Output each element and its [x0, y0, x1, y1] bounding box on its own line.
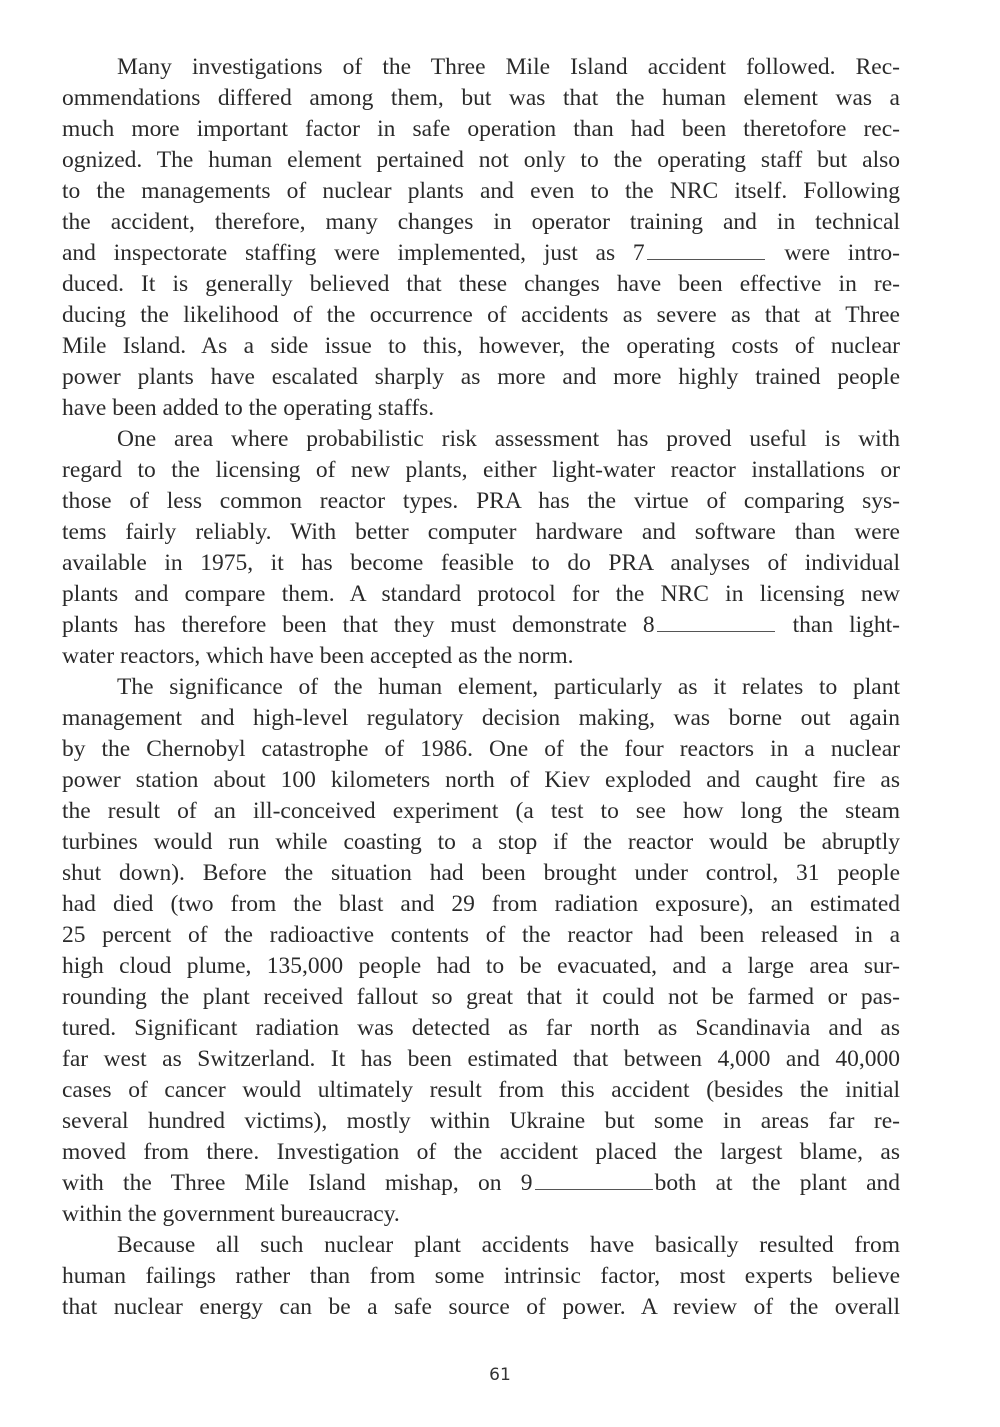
text-line-with-blank-8	[62, 610, 900, 641]
text-line: water reactors, which have been accepted as the norm.	[62, 643, 574, 669]
text-line: ognized. The human element pertained not only to the operating staff but also	[62, 147, 900, 173]
text-segment: both at the plant and	[654, 1170, 900, 1196]
text-line: much more important factor in safe operation than had been theretofore rec-	[62, 116, 900, 142]
paragraph-4	[62, 1230, 900, 1323]
text-line: to the managements of nuclear plants and even to the NRC itself. Following	[62, 178, 900, 204]
text-line: far west as Switzerland. It has been estimated that between 4,000 and 40,000	[62, 1046, 900, 1072]
text-segment: were intro-	[784, 240, 900, 266]
text-line: One area where probabilistic risk assessment has proved useful is with	[117, 426, 900, 452]
paragraph-3	[62, 672, 900, 1230]
paragraph-2	[62, 424, 900, 672]
text-line-with-blank-9	[62, 1168, 900, 1199]
text-line: tured. Significant radiation was detected as far north as Scandinavia and as	[62, 1015, 900, 1041]
document-page	[62, 52, 900, 1323]
text-line: that nuclear energy can be a safe source of power. A review of the overall	[62, 1294, 900, 1320]
text-line: duced. It is generally believed that these changes have been effective in re-	[62, 271, 900, 297]
fill-in-blank-7[interactable]	[647, 239, 765, 260]
text-segment: plants has therefore been that they must demonstrate 8	[62, 612, 655, 638]
text-line: available in 1975, it has become feasible to do PRA analyses of individual	[62, 550, 900, 576]
text-line: human failings rather than from some intrinsic factor, most experts believe	[62, 1263, 900, 1289]
text-line: have been added to the operating staffs.	[62, 395, 435, 421]
text-line: within the government bureaucracy.	[62, 1201, 400, 1227]
text-line: 25 percent of the radioactive contents of the reactor had been released in a	[62, 922, 900, 948]
text-line: management and high-level regulatory decision making, was borne out again	[62, 705, 900, 731]
text-line: high cloud plume, 135,000 people had to be evacuated, and a large area sur-	[62, 953, 900, 979]
page-number: 61	[489, 1365, 511, 1385]
text-line: those of less common reactor types. PRA has the virtue of comparing sys-	[62, 488, 900, 514]
text-line: power station about 100 kilometers north of Kiev exploded and caught fire as	[62, 767, 900, 793]
text-line: shut down). Before the situation had been brought under control, 31 people	[62, 860, 900, 886]
text-line: the result of an ill-conceived experiment (a test to see how long the steam	[62, 798, 900, 824]
text-segment: than light-	[792, 612, 900, 638]
text-line: moved from there. Investigation of the accident placed the largest blame, as	[62, 1139, 900, 1165]
text-line: tems fairly reliably. With better computer hardware and software than were	[62, 519, 900, 545]
text-line: ducing the likelihood of the occurrence of accidents as severe as that at Three	[62, 302, 900, 328]
text-segment: and inspectorate staffing were implemented, just as 7	[62, 240, 645, 266]
text-line: ommendations differed among them, but was that the human element was a	[62, 85, 900, 111]
text-line: plants and compare them. A standard protocol for the NRC in licensing new	[62, 581, 900, 607]
paragraph-1	[62, 52, 900, 424]
text-line: The significance of the human element, particularly as it relates to plant	[117, 674, 900, 700]
text-line: power plants have escalated sharply as more and more highly trained people	[62, 364, 900, 390]
text-line-with-blank-7	[62, 238, 900, 269]
text-line: Many investigations of the Three Mile Island accident followed. Rec-	[117, 54, 900, 80]
text-line: Mile Island. As a side issue to this, however, the operating costs of nuclear	[62, 333, 900, 359]
text-line: turbines would run while coasting to a stop if the reactor would be abruptly	[62, 829, 900, 855]
text-line: by the Chernobyl catastrophe of 1986. One of the four reactors in a nuclear	[62, 736, 900, 762]
fill-in-blank-9[interactable]	[535, 1169, 653, 1190]
text-line: Because all such nuclear plant accidents have basically resulted from	[117, 1232, 900, 1258]
text-line: regard to the licensing of new plants, either light-water reactor installations or	[62, 457, 900, 483]
text-line: had died (two from the blast and 29 from radiation exposure), an estimated	[62, 891, 900, 917]
fill-in-blank-8[interactable]	[657, 611, 775, 632]
text-line: several hundred victims), mostly within Ukraine but some in areas far re-	[62, 1108, 900, 1134]
text-line: cases of cancer would ultimately result from this accident (besides the initial	[62, 1077, 900, 1103]
text-line: the accident, therefore, many changes in operator training and in technical	[62, 209, 900, 235]
text-line: rounding the plant received fallout so great that it could not be farmed or pas-	[62, 984, 900, 1010]
text-segment: with the Three Mile Island mishap, on 9	[62, 1170, 533, 1196]
